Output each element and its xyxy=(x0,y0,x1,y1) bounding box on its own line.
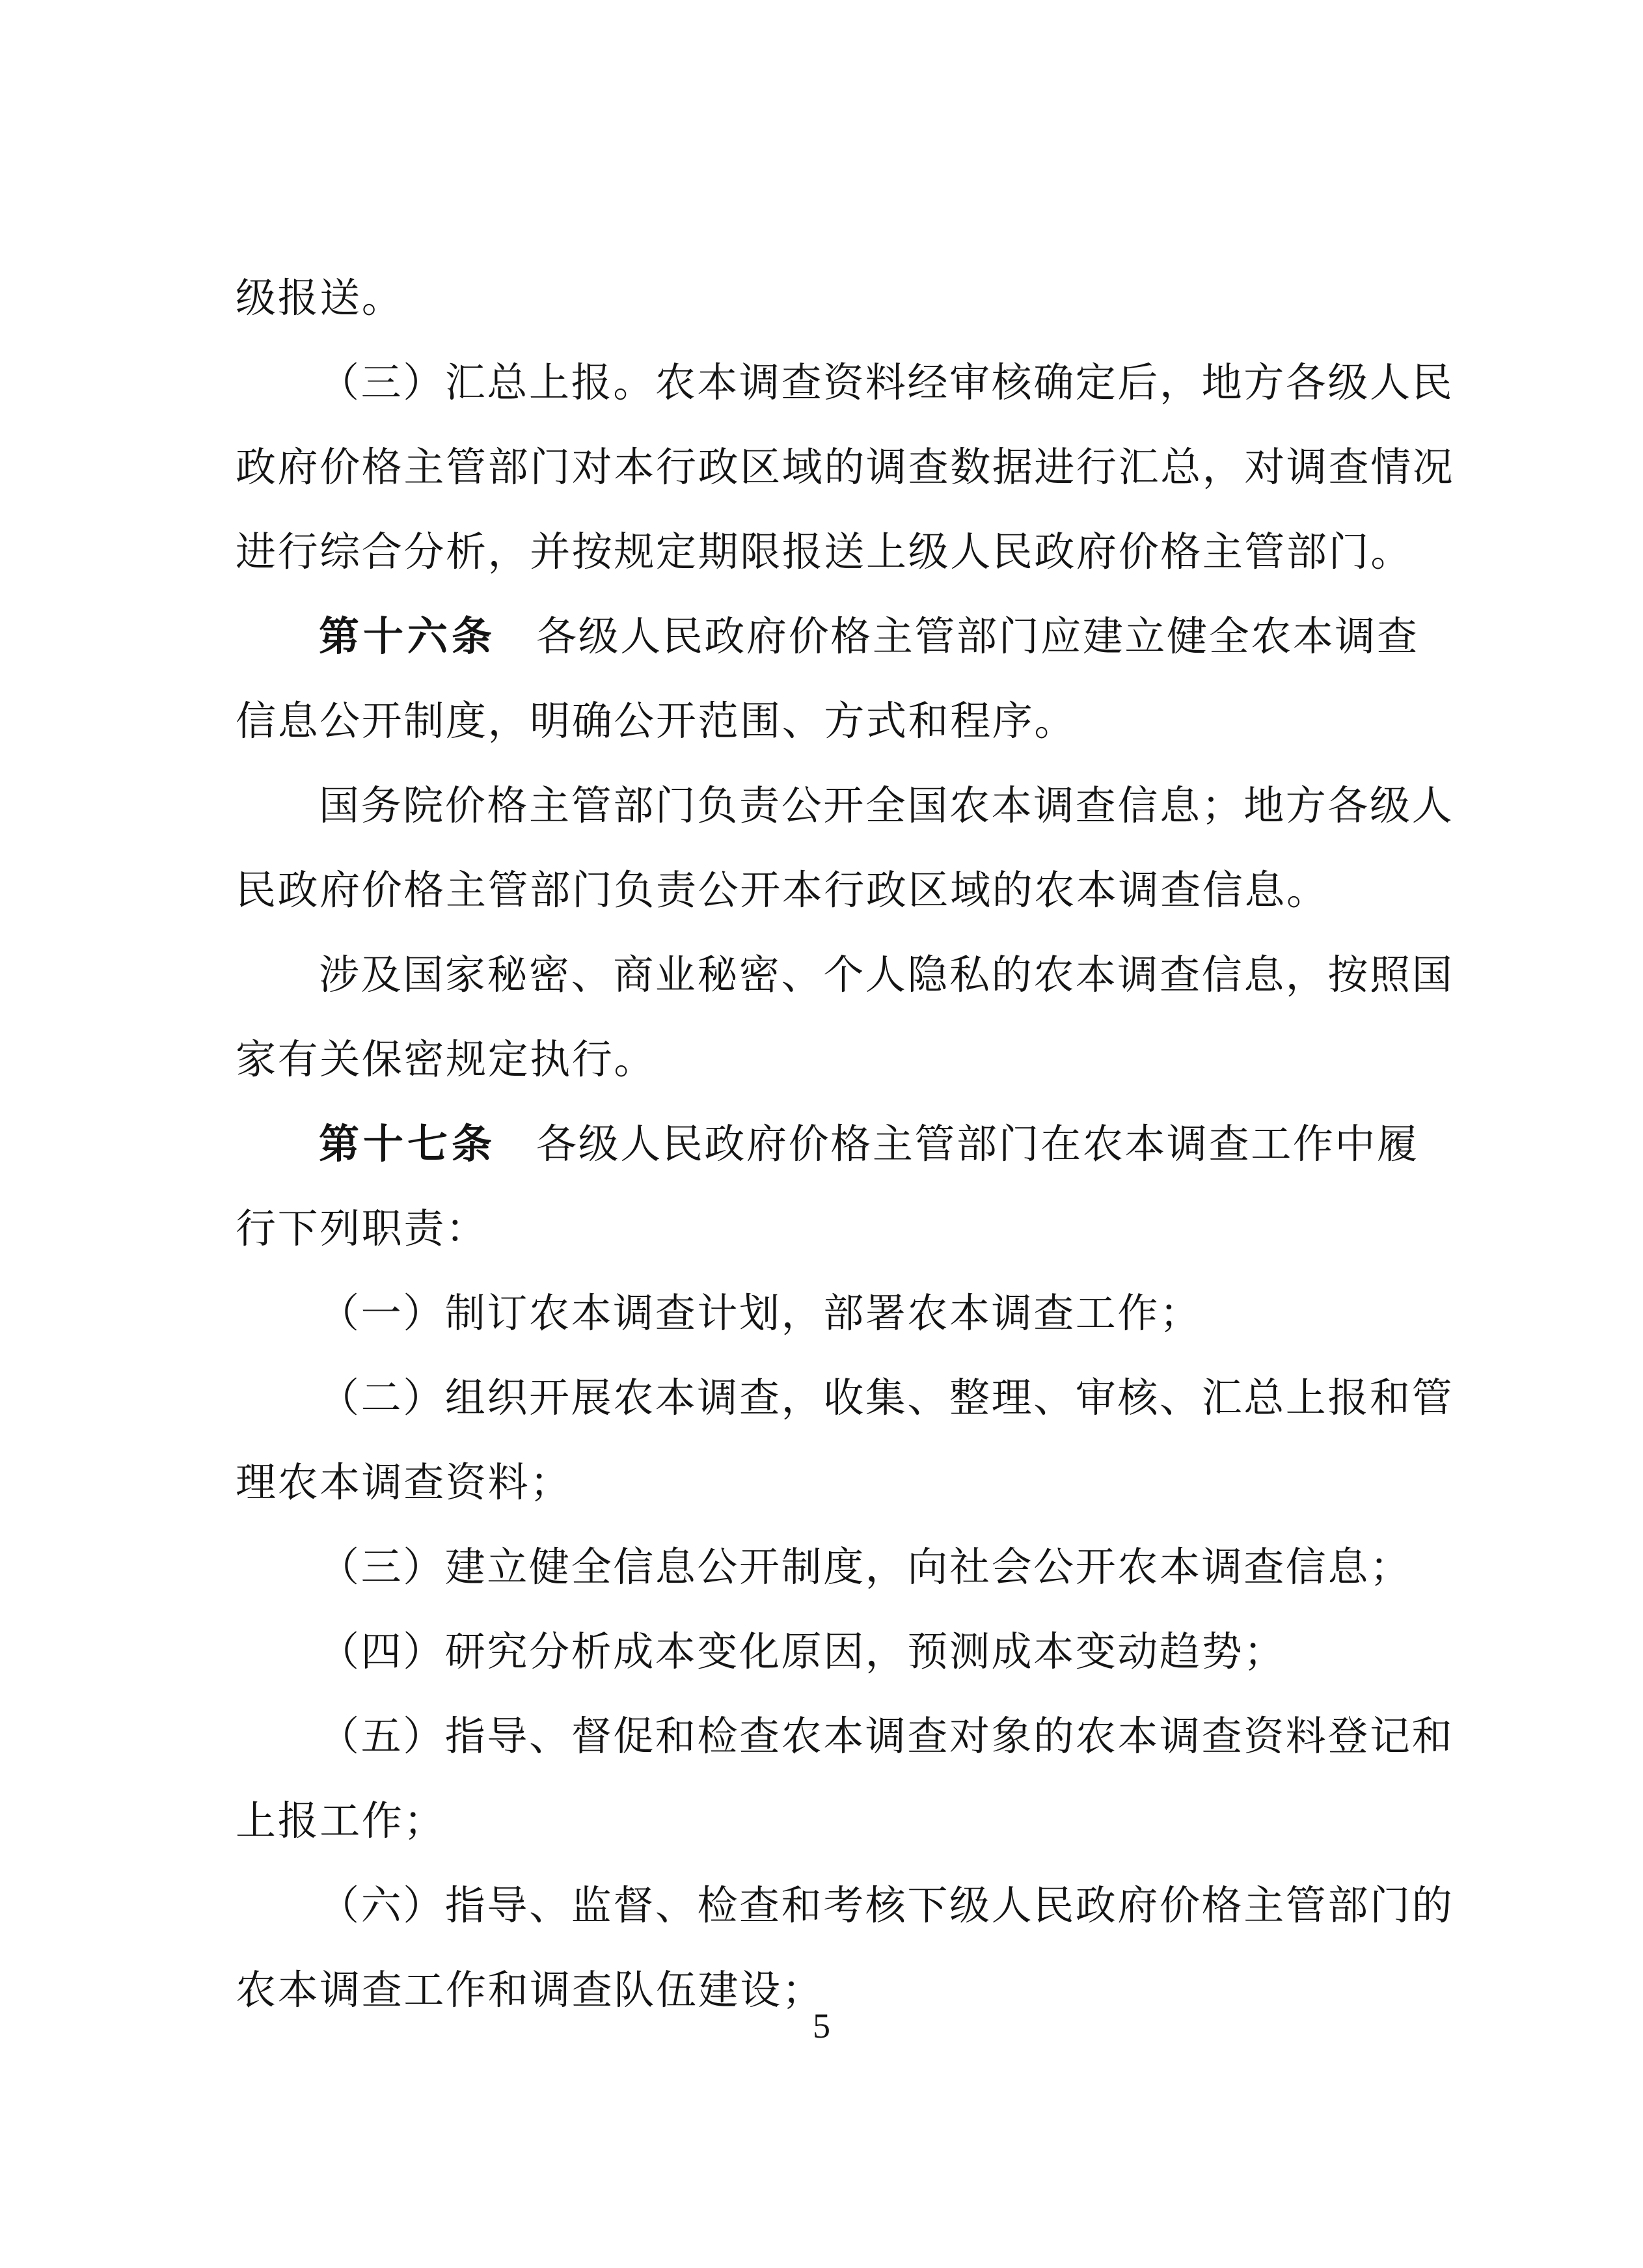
text-line xyxy=(236,510,1413,594)
line-text: （三）建立健全信息公开制度，向社会公开农本调查信息； xyxy=(319,1543,1412,1591)
line-text: （一）制订农本调查计划，部署农本调查工作； xyxy=(319,1289,1202,1337)
line-text: （六）指导、监督、检查和考核下级人民政府价格主管部门的 xyxy=(319,1881,1454,1929)
line-text: 信息公开制度，明确公开范围、方式和程序。 xyxy=(236,697,1077,745)
line-text: （四）研究分析成本变化原因，预测成本变动趋势； xyxy=(319,1628,1286,1675)
text-line xyxy=(236,1186,1407,1271)
text-line xyxy=(236,1440,1407,1525)
line-text: 涉及国家秘密、商业秘密、个人隐私的农本调查信息，按照国 xyxy=(319,951,1454,998)
line-text: 级报送。 xyxy=(236,274,404,321)
line-text: （五）指导、督促和检查农本调查对象的农本调查资料登记和 xyxy=(319,1712,1454,1760)
list-item xyxy=(236,1609,1407,1694)
text-line xyxy=(236,425,1455,510)
line-text: 理农本调查资料； xyxy=(236,1458,572,1506)
line-text: 进行综合分析，并按规定期限报送上级人民政府价格主管部门。 xyxy=(236,528,1413,575)
body-text xyxy=(236,256,1455,2032)
text-line xyxy=(236,1779,1407,1863)
text-line xyxy=(236,933,1454,1017)
article-17-heading-line xyxy=(236,1102,1419,1186)
line-text: 国务院价格主管部门负责公开全国农本调查信息；地方各级人 xyxy=(319,782,1454,829)
list-item xyxy=(236,1525,1412,1609)
line-text: （二）组织开展农本调查，收集、整理、审核、汇总上报和管 xyxy=(319,1374,1454,1421)
line-text: 民政府价格主管部门负责公开本行政区域的农本调查信息。 xyxy=(236,866,1329,914)
text-line xyxy=(236,256,1407,340)
line-text: 上报工作； xyxy=(236,1797,446,1844)
text-line xyxy=(236,679,1407,763)
article-number: 第十七条 xyxy=(319,1120,496,1168)
line-text: 政府价格主管部门对本行政区域的调查数据进行汇总，对调查情况 xyxy=(236,443,1455,491)
text-line xyxy=(236,848,1407,933)
line-text: （三）汇总上报。农本调查资料经审核确定后，地方各级人民 xyxy=(319,359,1454,406)
line-text: 各级人民政府价格主管部门应建立健全农本调查 xyxy=(536,612,1419,660)
line-text: 行下列职责： xyxy=(236,1205,488,1252)
list-item xyxy=(236,1356,1454,1440)
list-item xyxy=(236,1271,1407,1356)
text-line xyxy=(236,1017,1407,1102)
article-number: 第十六条 xyxy=(319,612,496,660)
line-text: 各级人民政府价格主管部门在农本调查工作中履 xyxy=(536,1120,1419,1168)
list-item xyxy=(236,1694,1454,1779)
text-line xyxy=(236,340,1454,425)
line-text: 农本调查工作和调查队伍建设； xyxy=(236,1966,824,2014)
page-number: 5 xyxy=(813,2006,830,2045)
list-item xyxy=(236,1863,1454,1948)
text-line xyxy=(236,763,1454,848)
line-text: 家有关保密规定执行。 xyxy=(236,1035,657,1083)
article-16-heading-line xyxy=(236,594,1419,679)
